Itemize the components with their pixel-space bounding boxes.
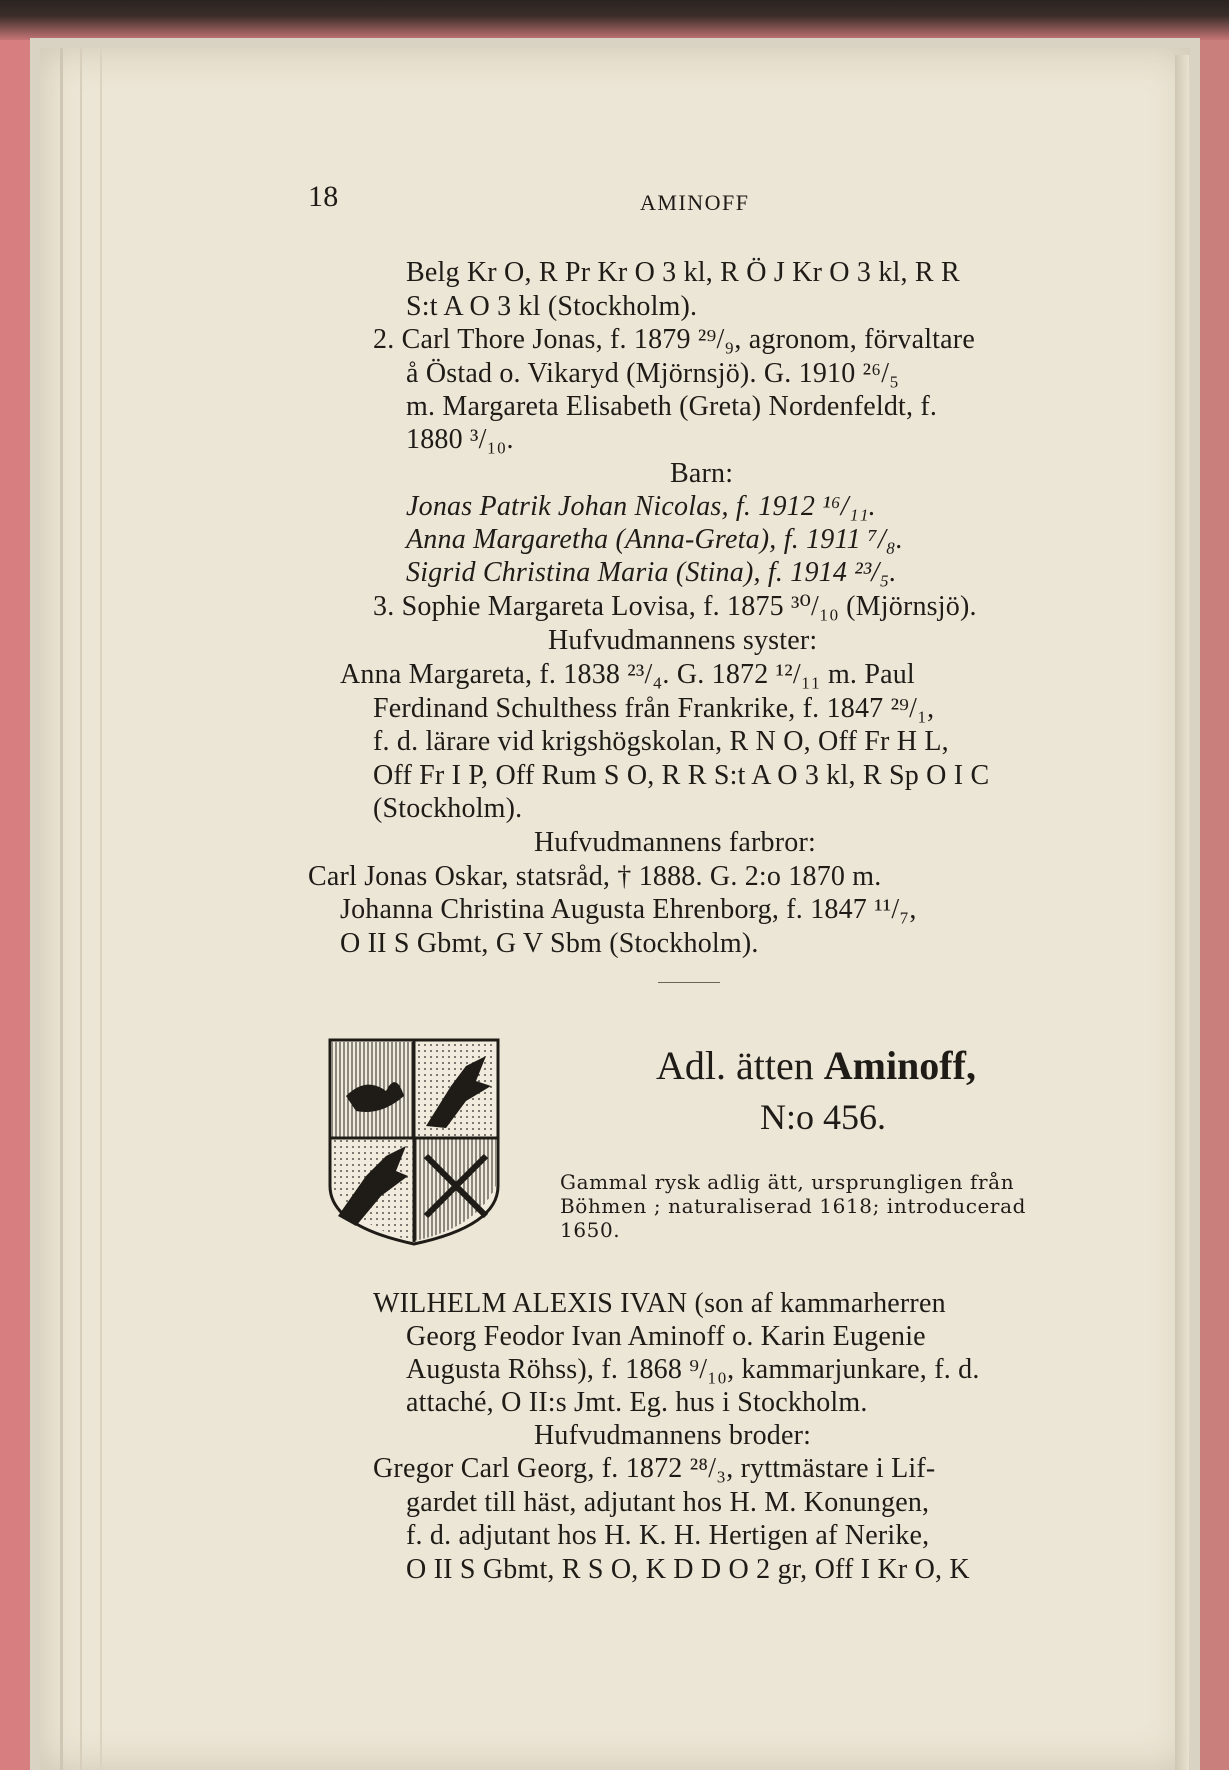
text-line: Off Fr I P, Off Rum S O, R R S:t A O 3 kl, R Sp O I C	[373, 760, 990, 791]
text-line: m. Margareta Elisabeth (Greta) Nordenfeldt, f.	[406, 391, 938, 422]
text-line: å Östad o. Vikaryd (Mjörnsjö). G. 1910 ²⁶/₅	[406, 358, 900, 389]
family-description-line: Böhmen ; naturaliserad 1618; introducerad	[560, 1194, 1027, 1218]
running-head: AMINOFF	[640, 190, 750, 215]
text-line: f. d. adjutant hos H. K. H. Hertigen af Nerike,	[406, 1520, 930, 1551]
family-number: N:o 456.	[760, 1097, 886, 1137]
text-line: Johanna Christina Augusta Ehrenborg, f. 1847 ¹¹/₇,	[340, 894, 917, 925]
section-divider	[658, 982, 720, 983]
page-edge-line	[100, 48, 102, 1770]
text-line: 1880 ³/₁₀.	[406, 424, 514, 455]
page-edge-line	[80, 48, 82, 1770]
text-line: Anna Margaretha (Anna-Greta), f. 1911 ⁷/₈.	[406, 524, 904, 555]
family-description-line: Gammal rysk adlig ätt, ursprungligen från	[560, 1170, 1015, 1194]
page-edge-line	[60, 48, 63, 1770]
text-line: Augusta Röhss), f. 1868 ⁹/₁₀, kammarjunkare, f. d.	[406, 1354, 980, 1385]
coat-of-arms-icon	[326, 1036, 502, 1248]
subheading: Hufvudmannens farbror:	[534, 827, 816, 858]
page-right-edge	[1175, 55, 1189, 1770]
subheading: Hufvudmannens syster:	[548, 625, 818, 656]
book-top-edge	[0, 0, 1229, 40]
subheading: Hufvudmannens broder:	[534, 1420, 812, 1451]
text-line: S:t A O 3 kl (Stockholm).	[406, 291, 698, 322]
text-line: Anna Margareta, f. 1838 ²³/₄. G. 1872 ¹²/₁₁ m. Paul	[340, 659, 915, 690]
text-line: 3. Sophie Margareta Lovisa, f. 1875 ³⁰/₁₀ (Mjörnsjö).	[373, 591, 977, 622]
text-line: Jonas Patrik Johan Nicolas, f. 1912 ¹⁶/₁₁.	[406, 491, 876, 522]
text-line: (Stockholm).	[373, 793, 523, 824]
family-title-name: Aminoff,	[823, 1043, 976, 1088]
text-line: O II S Gbmt, R S O, K D D O 2 gr, Off I Kr O, K	[406, 1554, 970, 1585]
text-line: Sigrid Christina Maria (Stina), f. 1914 ²³/₅.	[406, 557, 897, 588]
text-line: f. d. lärare vid krigshögskolan, R N O, Off Fr H L,	[373, 726, 949, 757]
subheading: Barn:	[670, 458, 734, 489]
page-number: 18	[308, 180, 339, 213]
text-line: Georg Feodor Ivan Aminoff o. Karin Eugenie	[406, 1321, 926, 1352]
text-line: Belg Kr O, R Pr Kr O 3 kl, R Ö J Kr O 3 kl, R R	[406, 257, 960, 288]
family-description-line: 1650.	[560, 1218, 621, 1242]
family-title-prefix: Adl. ätten	[656, 1043, 814, 1088]
text-line: Ferdinand Schulthess från Frankrike, f. 1847 ²⁹/₁,	[373, 693, 935, 724]
text-line: O II S Gbmt, G V Sbm (Stockholm).	[340, 928, 759, 959]
text-line: Carl Jonas Oskar, statsråd, † 1888. G. 2:o 1870 m.	[308, 861, 882, 892]
text-line: gardet till häst, adjutant hos H. M. Konungen,	[406, 1487, 930, 1518]
text-line: 2. Carl Thore Jonas, f. 1879 ²⁹/₉, agronom, förvaltare	[373, 324, 975, 355]
text-line: attaché, O II:s Jmt. Eg. hus i Stockholm.	[406, 1387, 868, 1418]
family-title	[656, 1042, 976, 1090]
text-line: Gregor Carl Georg, f. 1872 ²⁸/₃, ryttmästare i Lif-	[373, 1453, 936, 1484]
text-line: WILHELM ALEXIS IVAN (son af kammarherren	[373, 1288, 946, 1319]
